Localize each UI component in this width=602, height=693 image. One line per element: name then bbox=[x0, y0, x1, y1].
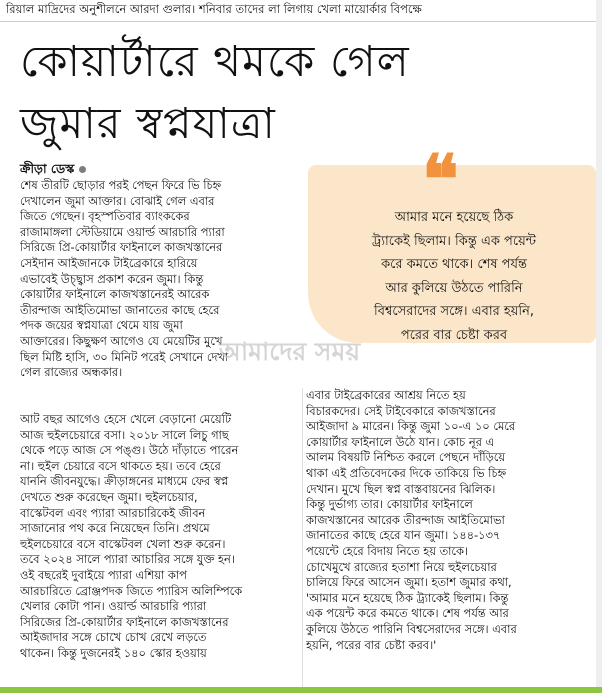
body-text-line: ওই বছরেই দুবাইয়ে প্যারা এশিয়া কাপ bbox=[20, 567, 187, 582]
body-text-line: এভাবেই উচ্ছ্বাস প্রকাশ করেন জুমা। কিন্তু bbox=[20, 271, 204, 286]
watermark-logo: আমাদের সময় bbox=[219, 337, 361, 366]
body-text-line: কিন্তু দুর্ভাগ্য তার। কোয়ার্টার ফাইনালে bbox=[306, 497, 473, 512]
body-text-line: খেলার কোটা পান। ওয়ার্ল্ড আরচারি প্যারা bbox=[20, 599, 207, 614]
headline-line-1: কোয়ার্টারে থমকে গেল bbox=[20, 37, 410, 87]
body-text-line: পয়েন্টে হেরে বিদায় নিতে হয় তাকে। bbox=[306, 543, 469, 558]
body-text-line: থাকেন। কিন্তু দুজনেরই ১৪০ স্কোর হওয়ায় bbox=[20, 645, 207, 660]
byline-dot-icon bbox=[79, 166, 86, 173]
column-divider bbox=[302, 388, 303, 688]
body-text-line: জানাতের কাছে হেরে যান জুমা। ১৪৪-১৩৭ bbox=[306, 528, 501, 543]
body-text-line: না। হুইল চেয়ারে বসে থাকতে হয়। তবে হেরে bbox=[20, 458, 221, 473]
body-text-line: তবে ২০২৪ সালে প্যারা আচারির সঙ্গে যুক্ত হন। bbox=[20, 552, 235, 567]
body-text-line: রাজামাঙ্গলা স্টেডিয়ামে ওয়ার্ল্ড আরচারি প্যারা bbox=[20, 224, 225, 239]
quote-mark-icon: ❝ bbox=[422, 140, 459, 220]
headline-line-2: জুমার স্বপ্নযাত্রা bbox=[20, 99, 276, 149]
body-text-line: এবার টাইব্রেকারের আশ্রয় নিতে হয় bbox=[306, 388, 466, 402]
body-column-left-bottom bbox=[20, 412, 305, 662]
body-text-line: পদক জয়ের স্বপ্নযাত্রা থেমে যায় জুমা bbox=[20, 318, 183, 333]
body-text-line: সিরিজের প্রি-কোয়ার্টার ফাইনালে কাজখস্তানের bbox=[20, 614, 229, 629]
body-text-line: চালিয়ে ফিরে আসেন জুমা। হতাশ জুমার কথা, bbox=[306, 575, 512, 590]
body-text-line: বাস্কেটবল এবং প্যারা আরচারিকেই জীবন bbox=[20, 505, 206, 520]
byline-text: ক্রীড়া ডেস্ক bbox=[20, 161, 75, 176]
pull-quote-text bbox=[320, 206, 588, 347]
body-text-line: কোয়ার্টার ফাইনালে উঠে যান। কোচ নূর এ bbox=[306, 434, 495, 449]
pull-quote-line: আর কুলিয়ে উঠতে পারিনি bbox=[385, 280, 523, 296]
page-edge bbox=[596, 0, 602, 693]
body-text-line: এক পয়েন্ট করে কমতে থাকে। শেষ পর্যন্ত আর bbox=[306, 606, 509, 621]
body-text-line: থাকা এই প্রতিবেদকের দিকে তাকিয়ে ভি চিহ্ন bbox=[306, 465, 507, 480]
body-text-line: বিচারকদের। সেই টাইবেকারে কাজখস্তানের bbox=[306, 403, 496, 418]
body-text-line: আজ হুইলচেয়ারে বসা। ২০১৮ সালে লিচু গাছ bbox=[20, 427, 229, 442]
body-text-line: চোখেমুখে রাজ্যের হতাশা নিয়ে হুইলচেয়ার bbox=[306, 559, 497, 574]
body-text-line: শেষ তীরটি ছোড়ার পরই পেছন ফিরে ভি চিহ্ন bbox=[20, 178, 222, 192]
body-text-line: সেইদান আইজানকে টাইব্রেকারে হারিয়ে bbox=[20, 255, 198, 270]
pull-quote-line: করে কমতে থাকে। শেষ পর্যন্ত bbox=[381, 257, 527, 272]
body-text-line: সাজানোর পথ করে নিয়েছেন তিনি। প্রথমে bbox=[20, 521, 210, 536]
body-text-line: জিতে গেছেন। বৃহস্পতিবার ব্যাংককের bbox=[20, 209, 190, 224]
body-text-line: গেল রাজ্যের অন্ধকার। bbox=[20, 365, 123, 380]
bottom-accent-bar bbox=[0, 687, 602, 693]
body-text-line: হুইলচেয়ারে বসে বাস্কেটবল খেলা শুরু করেন। bbox=[20, 536, 226, 551]
pull-quote-line: আমার মনে হয়েছে ঠিক bbox=[394, 210, 514, 225]
body-text-line: 'আমার মনে হয়েছে ঠিক ট্র্যাকেই ছিলাম। কিন্তু bbox=[306, 590, 509, 605]
pull-quote-line: বিশ্বসেরাদের সঙ্গে। এবার হয়নি, bbox=[374, 304, 534, 319]
body-text-line: সিরিজে প্রি-কোয়ার্টার ফাইনালে কাজখস্তানের bbox=[20, 240, 223, 255]
body-text-line: কুলিয়ে উঠতে পারিনি বিশ্বসেরাদের সঙ্গে। এবার bbox=[306, 621, 517, 636]
previous-article-caption: রিয়াল মাদ্রিদের অনুশীলনে আরদা গুলার। শনিবার তাদের লা লিগায় খেলা মায়োর্কার বিপক্ষে bbox=[0, 0, 602, 22]
body-text-line: কোয়ার্টার ফাইনালে কাজখস্তানেরই আরেক bbox=[20, 287, 210, 302]
body-text-line: আট বছর আগেও হেসে খেলে বেড়ানো মেয়েটি bbox=[20, 412, 232, 426]
body-text-line: আলম বিষয়টি নিশ্চিত করলে পেছনে দাঁড়িয়ে bbox=[306, 450, 506, 465]
body-text-line: আইজাদার সঙ্গে চোখে চোখ রেখে লড়তে bbox=[20, 630, 207, 645]
body-text-line: দেখান। মুখে ছিল স্বপ্ন বাস্তবায়নের ঝিলিক। bbox=[306, 481, 496, 496]
body-text-line: আইজাদা ৯ মারেন। কিন্তু জুমা ১০-এ ১০ মেরে bbox=[306, 419, 516, 434]
body-text-line: আক্তারের। কিছুক্ষণ আগেও যে মেয়েটির মুখে bbox=[20, 333, 223, 348]
body-text-line: হয়নি, পরের বার চেষ্টা করব।' bbox=[306, 637, 437, 652]
body-text-line: আরচারিতে ব্রোঞ্জপদক জিতে প্যারিস অলিম্পিকে bbox=[20, 583, 243, 598]
body-text-line: ছিল মিষ্টি হাসি, ৩০ মিনিট পরেই সেখানে দেখা bbox=[20, 349, 229, 364]
body-text-line: কাজখস্তানের আরেক তীরন্দাজ আইতিমোভা bbox=[306, 512, 505, 527]
body-text-line: থেকে পড়ে আজ সে পঙ্গু। উঠে দাঁড়াতে পারেন bbox=[20, 443, 239, 458]
body-column-right bbox=[306, 388, 596, 653]
body-text-line: তীরন্দাজ আইতিমোভা জানাতের কাছে হেরে bbox=[20, 302, 220, 317]
body-text-line: দেখতে শুরু করেছেন জুমা। হুইলচেয়ার, bbox=[20, 489, 198, 504]
body-text-line: দেখালেন জুমা আক্তার। বোঝাই গেল এবার bbox=[20, 193, 215, 208]
pull-quote-line: ট্র্যাকেই ছিলাম। কিন্তু এক পয়েন্ট bbox=[372, 233, 536, 249]
body-text-line: যাননি জীবনযুদ্ধে। ক্রীড়াঙ্গনের মাধ্যমে ফের স্বপ্ন bbox=[20, 474, 229, 489]
pull-quote-line: পরের বার চেষ্টা করব bbox=[400, 327, 508, 343]
